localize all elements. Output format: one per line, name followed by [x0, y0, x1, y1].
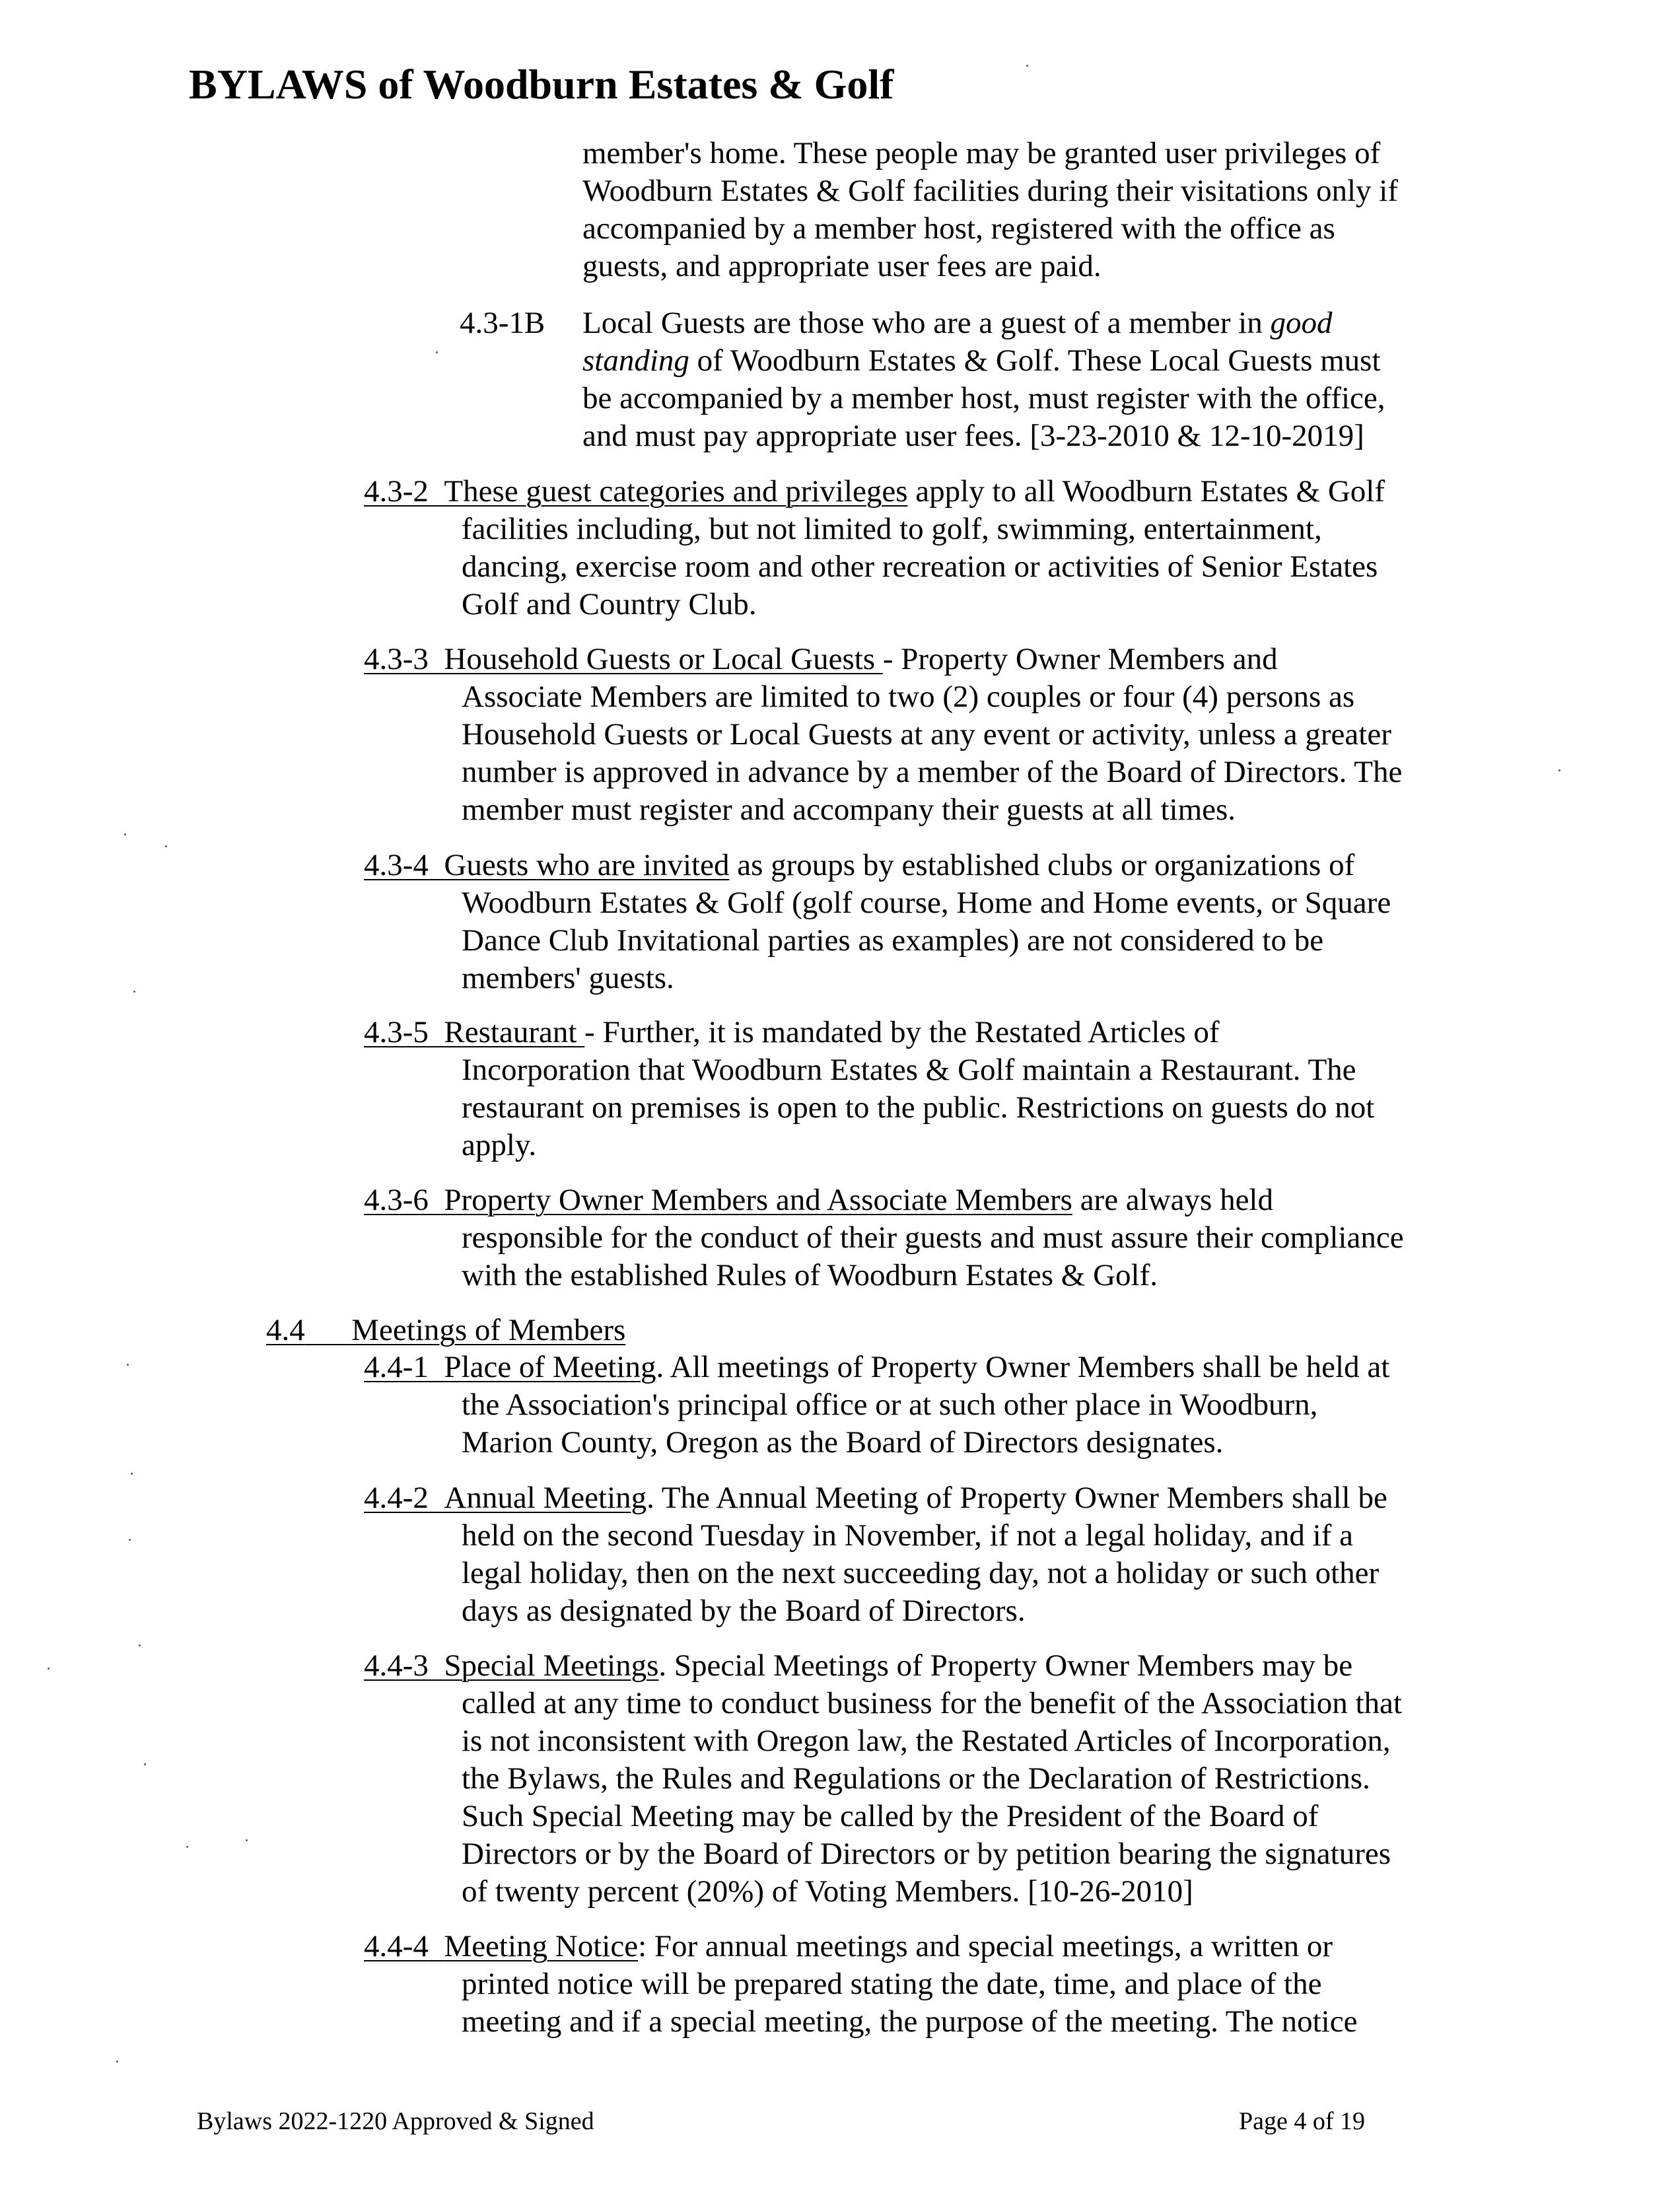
- section-number: 4.3-3: [364, 642, 429, 676]
- section-number: 4.4-4: [364, 1929, 429, 1963]
- section-4-3-5: 4.3-5 Restaurant - Further, it is mandated by the Restated Articles of Incorporation that Woodburn Estates & Golf maintain a Restaurant. The restaurant on premises is open to the public. Restrictions on guests do not apply.: [364, 1015, 1375, 1162]
- section-number: 4.4-3: [364, 1648, 429, 1683]
- section-heading: Restaurant: [444, 1015, 585, 1049]
- section-number: 4.4-1: [364, 1350, 429, 1384]
- section-4-4-2: 4.4-2 Annual Meeting. The Annual Meeting of Property Owner Members shall be held on the second Tuesday in November, if not a legal holiday, and if a legal holiday, then on the next succeeding day, not a holiday or such other days as designated by the Board of Directors.: [364, 1481, 1387, 1628]
- section-number: 4.3-6: [364, 1183, 429, 1217]
- section-4-3-4: 4.3-4 Guests who are invited as groups by established clubs or organizations of Woodburn Estates & Golf (golf course, Home and Home events, or Square Dance Club Invitational parties as examples) are not considered to be members' guests.: [364, 848, 1391, 995]
- footer-document-label: Bylaws 2022-1220 Approved & Signed: [197, 2107, 594, 2135]
- section-heading: Special Meetings: [444, 1648, 659, 1683]
- section-4-3-6: 4.3-6 Property Owner Members and Associate Members are always held responsible for the conduct of their guests and must assure their compliance with the established Rules of Woodburn Estates & Golf.: [364, 1183, 1404, 1292]
- section-number: 4.3-4: [364, 848, 429, 882]
- section-4-4-3: 4.4-3 Special Meetings. Special Meetings of Property Owner Members may be called at any time to conduct business for the benefit of the Association that is not inconsistent with Oregon law, the Restated Articles of Incorporation, the Bylaws, the Rules and Regulations or the Declaration of Restrictions. Such Special Meeting may be called by the President of the Board of Directors or by the Board of Directors or by petition bearing the signatures of twenty percent (20%) of Voting Members. [10-26-2010]: [364, 1648, 1402, 1909]
- continuation-paragraph: member's home. These people may be granted user privileges of Woodburn Estates & Golf facilities during their visitations only if accompanied by a member host, registered with the office as guests, and appropriate user fees are paid.: [582, 136, 1398, 283]
- page-title: BYLAWS of Woodburn Estates & Golf: [189, 61, 894, 108]
- section-number: 4.3-1B: [460, 306, 545, 340]
- section-number: 4.4: [266, 1313, 305, 1347]
- section-heading: These guest categories and privileges: [444, 474, 908, 509]
- section-number: 4.3-2: [364, 474, 429, 509]
- section-heading: Household Guests or Local Guests: [444, 642, 883, 676]
- section-4-4-heading: [266, 1312, 625, 1349]
- section-heading: Meeting Notice: [444, 1929, 639, 1963]
- section-number: 4.4-2: [364, 1481, 429, 1515]
- section-heading: Property Owner Members and Associate Members: [444, 1183, 1072, 1217]
- section-heading: Meetings of Members: [351, 1313, 626, 1347]
- section-4-3-1b: Local Guests are those who are a guest of a member in good standing of Woodburn Estates & Golf. These Local Guests must be accompanied by a member host, must register with the office, and must pay appropriate user fees. [3-23-2010 & 12-10-2019]: [582, 306, 1385, 453]
- section-heading: Place of Meeting: [444, 1350, 656, 1384]
- footer-page-number: Page 4 of 19: [1239, 2107, 1366, 2135]
- section-heading: Guests who are invited: [444, 848, 730, 882]
- section-4-4-4: 4.4-4 Meeting Notice: For annual meetings and special meetings, a written or printed notice will be prepared stating the date, time, and place of the meeting and if a special meeting, the purpose of the meeting. The notice: [364, 1929, 1358, 2039]
- section-4-3-3: 4.3-3 Household Guests or Local Guests - Property Owner Members and Associate Members are limited to two (2) couples or four (4) persons as Household Guests or Local Guests at any event or activity, unless a greater number is approved in advance by a member of the Board of Directors. The member must register and accompany their guests at all times.: [364, 642, 1403, 827]
- section-4-4-1: 4.4-1 Place of Meeting. All meetings of Property Owner Members shall be held at the Association's principal office or at such other place in Woodburn, Marion County, Oregon as the Board of Directors designates.: [364, 1350, 1390, 1460]
- section-number: 4.3-5: [364, 1015, 429, 1049]
- section-heading: Annual Meeting: [444, 1481, 647, 1515]
- section-4-3-2: 4.3-2 These guest categories and privileges apply to all Woodburn Estates & Golf facilities including, but not limited to golf, swimming, entertainment, dancing, exercise room and other recreation or activities of Senior Estates Golf and Country Club.: [364, 474, 1385, 621]
